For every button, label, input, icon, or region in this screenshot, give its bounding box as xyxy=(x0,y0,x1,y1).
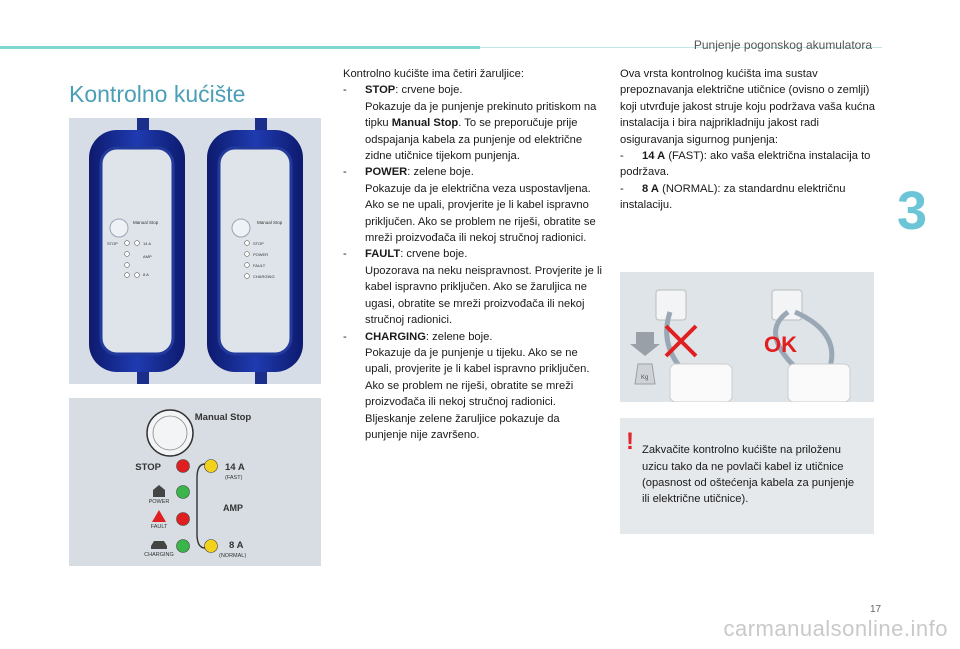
amp-label: AMP xyxy=(223,503,243,513)
svg-text:8 A: 8 A xyxy=(143,272,149,277)
svg-text:AMP: AMP xyxy=(143,254,152,259)
svg-text:(FAST): (FAST) xyxy=(225,475,243,481)
svg-text:POWER: POWER xyxy=(253,252,269,257)
fault-label: FAULT xyxy=(150,524,168,530)
svg-text:CHARGING: CHARGING xyxy=(253,274,275,279)
stop-led xyxy=(177,460,190,473)
manual-stop-button xyxy=(147,410,193,456)
watermark: carmanualsonline.info xyxy=(723,616,948,641)
ok-label: OK xyxy=(764,332,797,357)
charging-label: CHARGING xyxy=(144,552,174,558)
warning-box xyxy=(620,418,874,534)
section-title: Punjenje pogonskog akumulatora xyxy=(693,38,872,52)
plug-illustration xyxy=(620,272,874,402)
svg-text:(NORMAL): (NORMAL) xyxy=(219,553,247,559)
lamp-intro: Kontrolno kućište ima četiri žaruljice: xyxy=(343,68,524,80)
charging-led xyxy=(177,540,190,553)
power-led xyxy=(177,486,190,499)
fault-led xyxy=(177,513,190,526)
page-title: Kontrolno kućište xyxy=(69,81,246,108)
fast-label: 14 A xyxy=(225,462,245,473)
fast-led xyxy=(205,460,218,473)
warning-exclamation-icon: ! xyxy=(626,428,634,455)
amperage-description: Ova vrsta kontrolnog kućišta ima sustav prepoznavanja električne utičnice (ovisno o zemlji) koji utvrđuje jakost struje koju podržava vaša kućna instalacija i bira najprikladniju jakost radi osiguravanja sigurnog punjenja: - 14 A (FAST): ako vaša električna instalacija to podržava. - 8 A (NORMAL): za standardnu električnu instalaciju. xyxy=(620,68,875,212)
weight-icon xyxy=(635,364,655,384)
svg-text:FAULT: FAULT xyxy=(253,263,266,268)
manual-stop-label: Manual Stop xyxy=(194,412,252,423)
lamp-description: Kontrolno kućište ima četiri žaruljice: - STOP: crvene boje. Pokazuje da je punjenje prekinuto pritiskom na tipku Manual Stop. To se preporučuje prije odspajanja kabela za punjenje od električne zidne utičnice tijekom punjenja. - POWER: zelene boje. Pokazuje da je električna veza uspostavljena. Ako se ne upali, provjerite je li kabel ispravno priključen. Ako se problem ne riješi, obratite se mreži proizvođača ili nekoj stručnoj radionici. - FAULT: crvene boje. Upozorava na neku neispravnost. Provjerite je li kabel ispravno priključen. Ako se žaruljica ne ugasi, obratite se mreži proizvođača ili nekoj stručnoj radionici. - CHARGING: zelene boje. Pokazuje da je punjenje u tijeku. Ako se ne upali, provjerite je li kabel ispravno priključen. Ako se problem ne riješi, obratite se mreži proizvođača ili nekoj stručnoj radionici. Bljeskanje zelene žaruljice pokazuje da punjenje nije završeno. xyxy=(343,66,605,443)
stop-label: STOP xyxy=(135,462,161,473)
photo-manual-label: Manual Stop xyxy=(133,220,159,225)
chapter-number: 3 xyxy=(897,181,928,241)
svg-text:Kg: Kg xyxy=(641,375,649,381)
normal-led xyxy=(205,540,218,553)
svg-text:STOP: STOP xyxy=(253,241,264,246)
control-panel-diagram xyxy=(69,398,321,566)
car-icon xyxy=(151,541,167,549)
svg-text:Manual Stop: Manual Stop xyxy=(257,220,283,225)
header-rule xyxy=(0,46,480,49)
warning-text: Zakvačite kontrolno kućište na priloženu uzicu tako da ne povlači kabel iz utičnice (opasnost od oštećenja kabela za punjenje ili električne utičnice). xyxy=(642,444,855,506)
normal-label: 8 A xyxy=(229,540,244,551)
control-box-photo xyxy=(69,118,321,384)
power-label: POWER xyxy=(148,499,170,505)
page-number: 17 xyxy=(870,604,882,615)
svg-text:STOP: STOP xyxy=(107,241,118,246)
svg-text:14 A: 14 A xyxy=(143,241,152,246)
